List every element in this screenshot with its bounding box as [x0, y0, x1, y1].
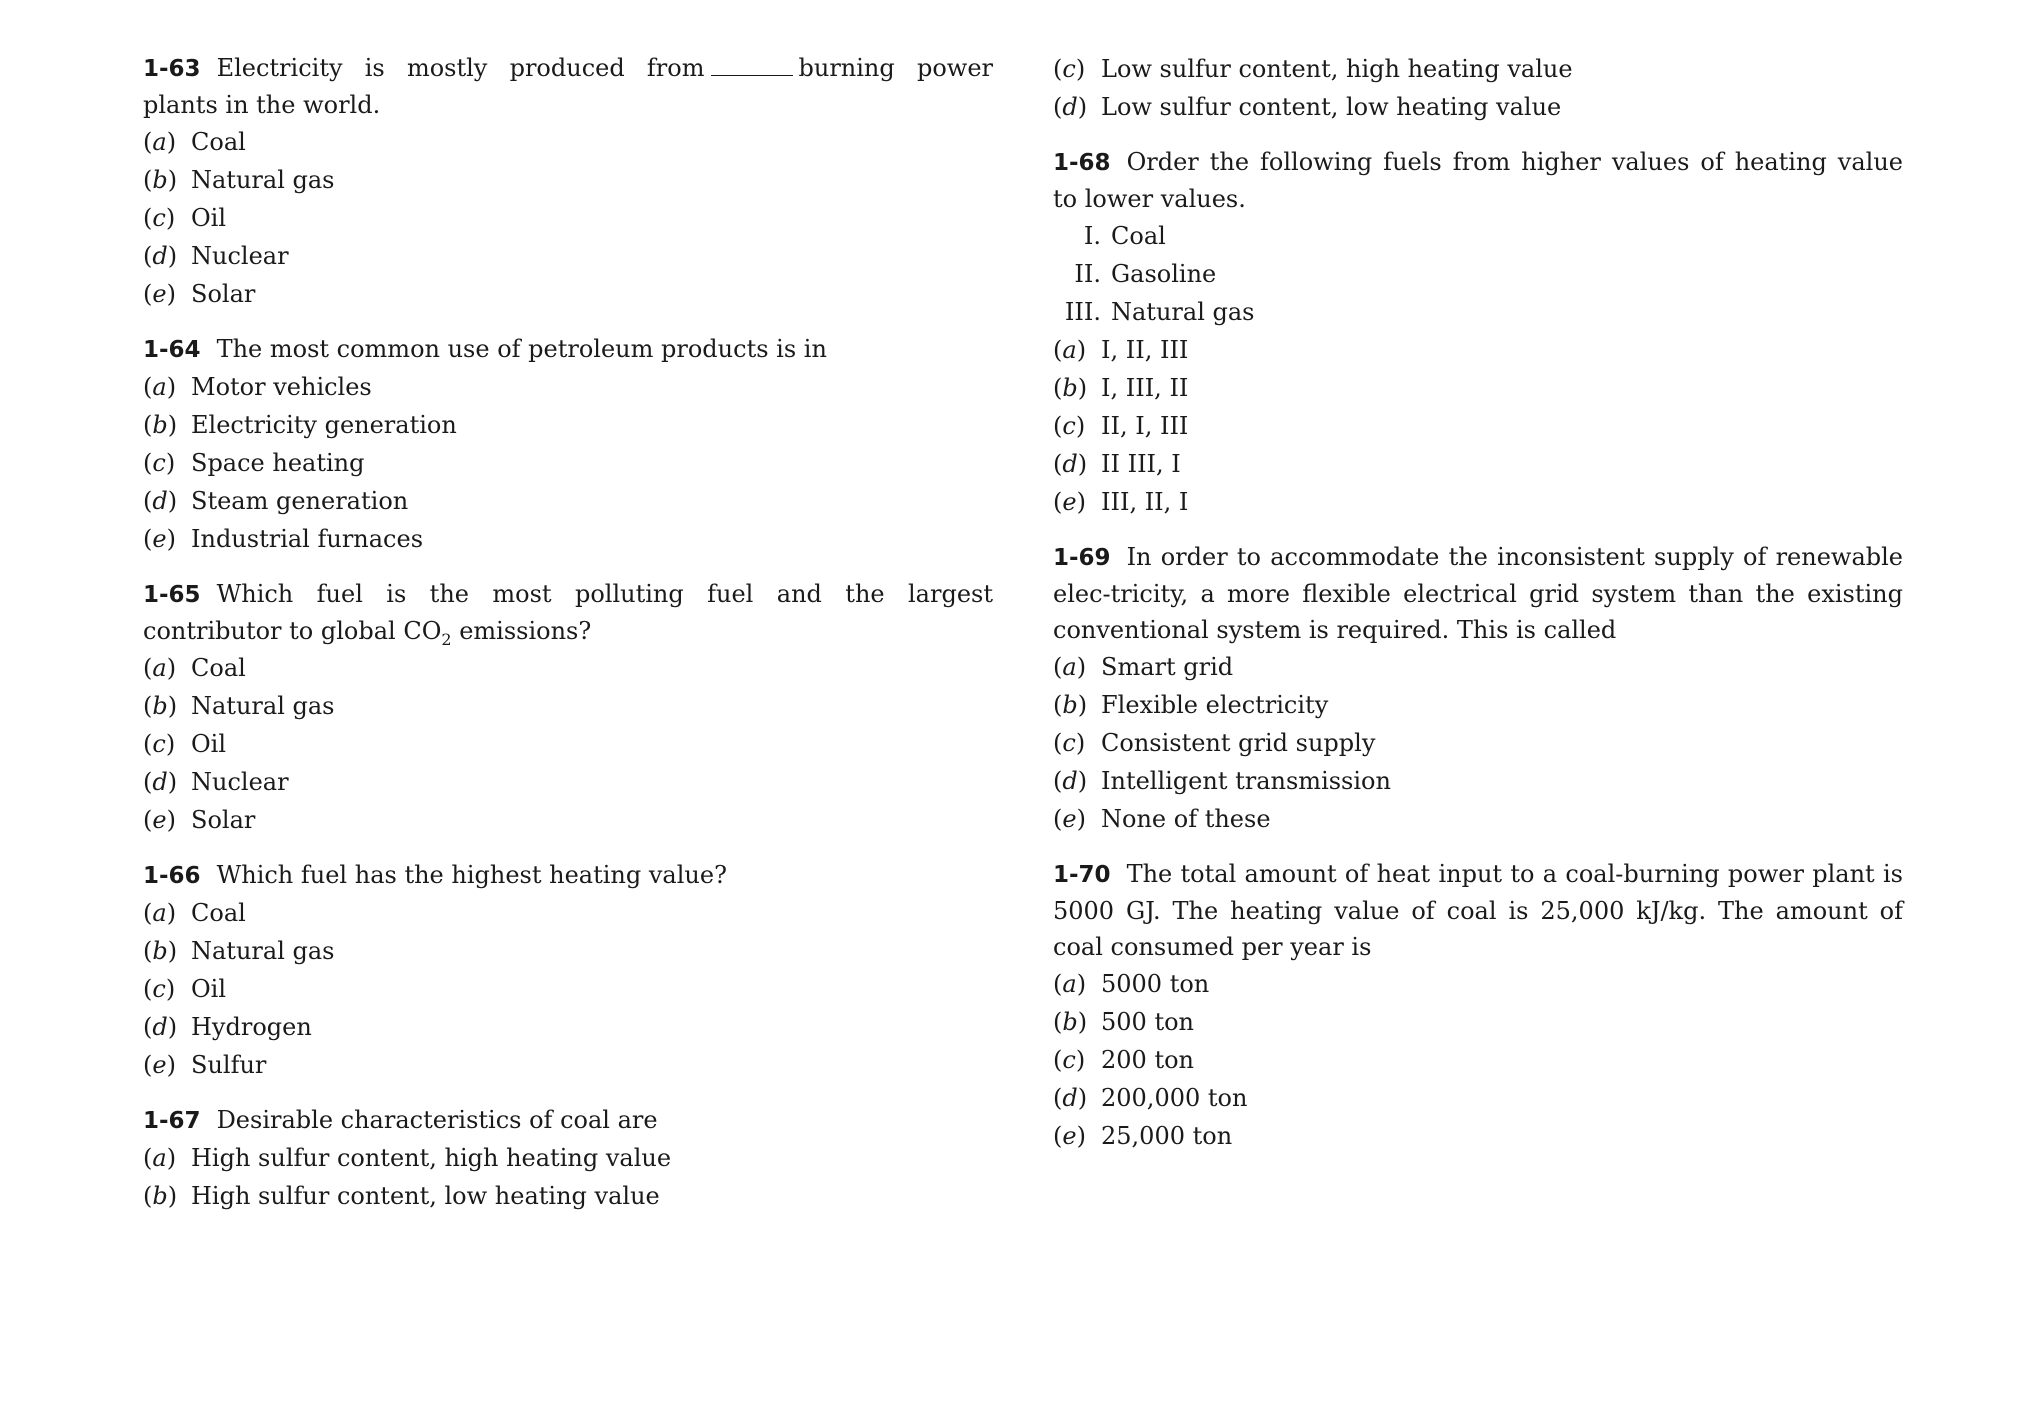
option-letter: (b) — [1053, 691, 1088, 719]
option-text: Oil — [191, 204, 227, 232]
option-letter: (c) — [143, 730, 176, 758]
option-letter: (d) — [1053, 93, 1088, 121]
option-letter: (e) — [1053, 805, 1086, 833]
option-letter: (a) — [1053, 970, 1087, 998]
question-text-before: Electricity is mostly produced from — [216, 54, 705, 82]
option — [143, 237, 993, 275]
option — [143, 1177, 993, 1215]
option-text: Oil — [191, 975, 227, 1003]
option-letter: (c) — [143, 449, 176, 477]
option — [143, 1046, 993, 1084]
option — [1053, 686, 1903, 724]
option-letter: (c) — [1053, 412, 1086, 440]
option-text: III, II, I — [1101, 488, 1189, 516]
option — [143, 932, 993, 970]
option — [143, 161, 993, 199]
option — [143, 520, 993, 558]
question-body: In order to accommodate the inconsistent supply of renewable elec-tricity, a more flexible electrical grid system than the existing conventional system is required. This is called — [1053, 543, 1903, 644]
option-letter: (c) — [143, 975, 176, 1003]
option-letter: (d) — [1053, 1084, 1088, 1112]
option — [143, 1008, 993, 1046]
question-body: The total amount of heat input to a coal-burning power plant is 5000 GJ. The heating value of coal is 25,000 kJ/kg. The amount of coal consumed per year is — [1053, 860, 1903, 961]
option-text: Low sulfur content, low heating value — [1101, 93, 1562, 121]
question-number: 1-63 — [143, 56, 201, 82]
option — [143, 482, 993, 520]
option-text: Natural gas — [191, 937, 335, 965]
option-letter: (b) — [143, 1182, 178, 1210]
option — [1053, 762, 1903, 800]
option — [1053, 483, 1903, 521]
option-text: Natural gas — [191, 166, 335, 194]
roman-item — [1053, 255, 1903, 293]
option-letter: (a) — [1053, 336, 1087, 364]
option-text: Flexible electricity — [1101, 691, 1329, 719]
option — [1053, 369, 1903, 407]
option-letter: (d) — [1053, 767, 1088, 795]
option-letter: (e) — [143, 525, 176, 553]
question-text — [143, 331, 993, 368]
roman-item — [1053, 293, 1903, 331]
option-text: II III, I — [1101, 450, 1181, 478]
option-letter: (a) — [143, 373, 177, 401]
option — [143, 1139, 993, 1177]
option-text: Nuclear — [191, 242, 289, 270]
question-text — [143, 1102, 993, 1139]
option-text: High sulfur content, low heating value — [191, 1182, 660, 1210]
option — [1053, 407, 1903, 445]
option-letter: (d) — [143, 1013, 178, 1041]
option-letter: (b) — [143, 937, 178, 965]
option — [143, 687, 993, 725]
question-text-before: Which fuel is the most polluting fuel and the largest contributor to global CO — [143, 580, 993, 645]
option — [143, 970, 993, 1008]
option — [143, 801, 993, 839]
option-letter: (b) — [143, 166, 178, 194]
question-1-70 — [1053, 856, 1903, 1155]
question-1-68 — [1053, 144, 1903, 521]
roman-numeral: II. — [1074, 260, 1101, 288]
option — [143, 123, 993, 161]
option-text: 500 ton — [1101, 1008, 1194, 1036]
roman-item-text: Gasoline — [1111, 260, 1217, 288]
option-text: 200,000 ton — [1101, 1084, 1248, 1112]
option — [143, 894, 993, 932]
question-1-64 — [143, 331, 993, 558]
option — [1053, 724, 1903, 762]
roman-numeral: III. — [1064, 298, 1101, 326]
option-letter: (c) — [1053, 1046, 1086, 1074]
option-letter: (a) — [143, 654, 177, 682]
option-letter: (b) — [143, 692, 178, 720]
question-text — [143, 50, 993, 123]
question-number: 1-65 — [143, 582, 201, 608]
option-text: Steam generation — [191, 487, 409, 515]
option — [1053, 965, 1903, 1003]
left-column — [143, 50, 993, 1233]
option — [1053, 445, 1903, 483]
option — [143, 649, 993, 687]
option-letter: (a) — [1053, 653, 1087, 681]
question-text — [143, 857, 993, 894]
option-letter: (b) — [1053, 1008, 1088, 1036]
option-text: Smart grid — [1101, 653, 1234, 681]
option — [1053, 1117, 1903, 1155]
question-1-67-continued — [1053, 50, 1903, 126]
option — [1053, 50, 1903, 88]
option-text: 200 ton — [1101, 1046, 1194, 1074]
option — [143, 275, 993, 313]
option-text: Natural gas — [191, 692, 335, 720]
question-number: 1-66 — [143, 863, 201, 889]
question-text-after: emissions? — [451, 617, 592, 645]
option-text: Hydrogen — [191, 1013, 312, 1041]
option — [1053, 1079, 1903, 1117]
option-letter: (d) — [143, 242, 178, 270]
option — [143, 199, 993, 237]
question-1-69 — [1053, 539, 1903, 838]
option-letter: (e) — [143, 806, 176, 834]
option-text: Solar — [191, 280, 256, 308]
option-letter: (a) — [143, 1144, 177, 1172]
option-text: Space heating — [191, 449, 365, 477]
option-letter: (e) — [143, 1051, 176, 1079]
question-text-after: burning power plants in the world. — [143, 54, 994, 119]
question-text — [1053, 144, 1903, 217]
question-1-65 — [143, 576, 993, 839]
option-text: 25,000 ton — [1101, 1122, 1233, 1150]
question-1-67 — [143, 1102, 993, 1215]
option-text: Nuclear — [191, 768, 289, 796]
question-1-63 — [143, 50, 993, 313]
option-letter: (e) — [143, 280, 176, 308]
question-number: 1-67 — [143, 1108, 201, 1134]
option-text: Sulfur — [191, 1051, 267, 1079]
option-text: I, III, II — [1101, 374, 1189, 402]
option — [143, 406, 993, 444]
option-letter: (c) — [1053, 729, 1086, 757]
question-number: 1-64 — [143, 337, 201, 363]
roman-numeral: I. — [1083, 222, 1101, 250]
option-text: High sulfur content, high heating value — [191, 1144, 672, 1172]
question-number: 1-70 — [1053, 862, 1111, 888]
subscript: 2 — [441, 630, 452, 649]
option-text: Motor vehicles — [191, 373, 372, 401]
option — [1053, 1003, 1903, 1041]
option-text: Oil — [191, 730, 227, 758]
option-text: Coal — [191, 128, 246, 156]
option-text: Industrial furnaces — [191, 525, 424, 553]
option-text: Coal — [191, 654, 246, 682]
option — [1053, 331, 1903, 369]
question-text — [143, 576, 993, 649]
question-1-66 — [143, 857, 993, 1084]
option — [143, 763, 993, 801]
option — [143, 725, 993, 763]
option-letter: (b) — [1053, 374, 1088, 402]
option-text: Solar — [191, 806, 256, 834]
option — [1053, 88, 1903, 126]
option-letter: (a) — [143, 899, 177, 927]
option-letter: (d) — [143, 487, 178, 515]
option-text: Coal — [191, 899, 246, 927]
roman-item-text: Coal — [1111, 222, 1166, 250]
option-letter: (b) — [143, 411, 178, 439]
question-body: Order the following fuels from higher values of heating value to lower values. — [1053, 148, 1903, 213]
option-letter: (d) — [143, 768, 178, 796]
question-number: 1-69 — [1053, 545, 1111, 571]
question-text — [1053, 856, 1903, 965]
option — [1053, 1041, 1903, 1079]
roman-item — [1053, 217, 1903, 255]
option-text: Low sulfur content, high heating value — [1101, 55, 1573, 83]
option-text: Electricity generation — [191, 411, 457, 439]
question-number: 1-68 — [1053, 150, 1111, 176]
option-text: Consistent grid supply — [1101, 729, 1376, 757]
question-body: Desirable characteristics of coal are — [216, 1106, 658, 1134]
roman-item-text: Natural gas — [1111, 298, 1255, 326]
question-body: Which fuel has the highest heating value? — [216, 861, 727, 889]
option — [143, 444, 993, 482]
option-letter: (c) — [1053, 55, 1086, 83]
option — [143, 368, 993, 406]
option-letter: (e) — [1053, 1122, 1086, 1150]
option-letter: (d) — [1053, 450, 1088, 478]
option-text: II, I, III — [1101, 412, 1189, 440]
option-text: 5000 ton — [1101, 970, 1210, 998]
option-letter: (e) — [1053, 488, 1086, 516]
option-letter: (a) — [143, 128, 177, 156]
question-text — [1053, 539, 1903, 648]
option — [1053, 800, 1903, 838]
option-text: Intelligent transmission — [1101, 767, 1391, 795]
option — [1053, 648, 1903, 686]
question-body: The most common use of petroleum products is in — [216, 335, 827, 363]
option-letter: (c) — [143, 204, 176, 232]
fill-in-blank — [711, 74, 793, 76]
option-text: None of these — [1101, 805, 1271, 833]
option-text: I, II, III — [1101, 336, 1189, 364]
right-column — [1053, 50, 1903, 1173]
